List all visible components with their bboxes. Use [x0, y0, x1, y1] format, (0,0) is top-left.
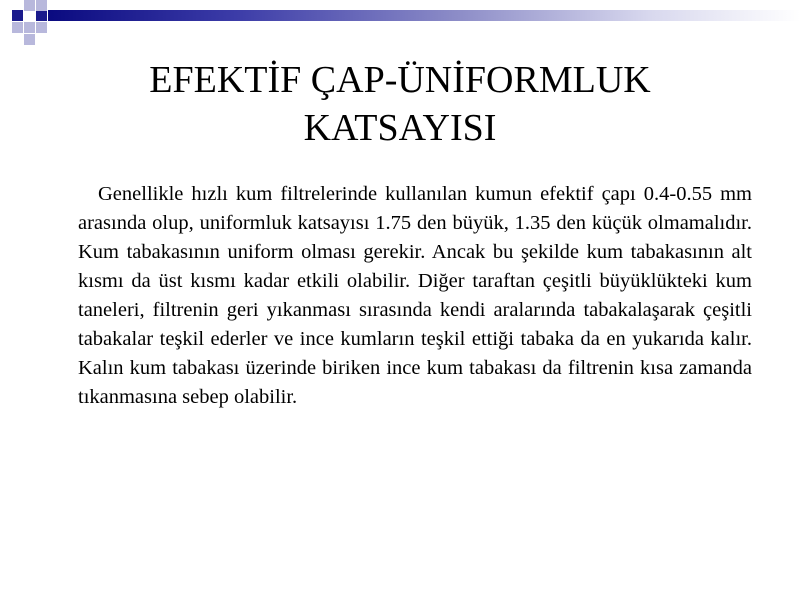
decor-square [12, 10, 23, 21]
decor-square [36, 22, 47, 33]
decor-square [24, 34, 35, 45]
slide-title [40, 56, 760, 152]
slide-title-line2: KATSAYISI [303, 107, 497, 149]
decor-square [24, 22, 35, 33]
decor-square [12, 22, 23, 33]
decor-square [36, 0, 47, 11]
decor-square [36, 10, 47, 21]
decor-square [24, 0, 35, 11]
header-gradient-bar [48, 10, 800, 21]
slide-body-text: Genellikle hızlı kum filtrelerinde kullanılan kumun efektif çapı 0.4-0.55 mm arasında olup, uniformluk katsayısı 1.75 den büyük, 1.35 den küçük olmamalıdır. Kum tabakasının uniform olması gerekir. Ancak bu şekilde kum tabakasının alt kısmı da üst kısmı kadar etkili olabilir. Diğer taraftan çeşitli büyüklükteki kum taneleri, filtrenin geri yıkanması sırasında kendi aralarında tabakalaşarak çeşitli tabakalar teşkil ederler ve ince kumların teşkil ettiği tabaka da en yukarıda kalır. Kalın kum tabakası üzerinde biriken ince kum tabakası da filtrenin kısa zamanda tıkanmasına sebep olabilir. [78, 183, 752, 408]
slide-title-line1: EFEKTİF ÇAP-ÜNİFORMLUK [149, 59, 651, 101]
